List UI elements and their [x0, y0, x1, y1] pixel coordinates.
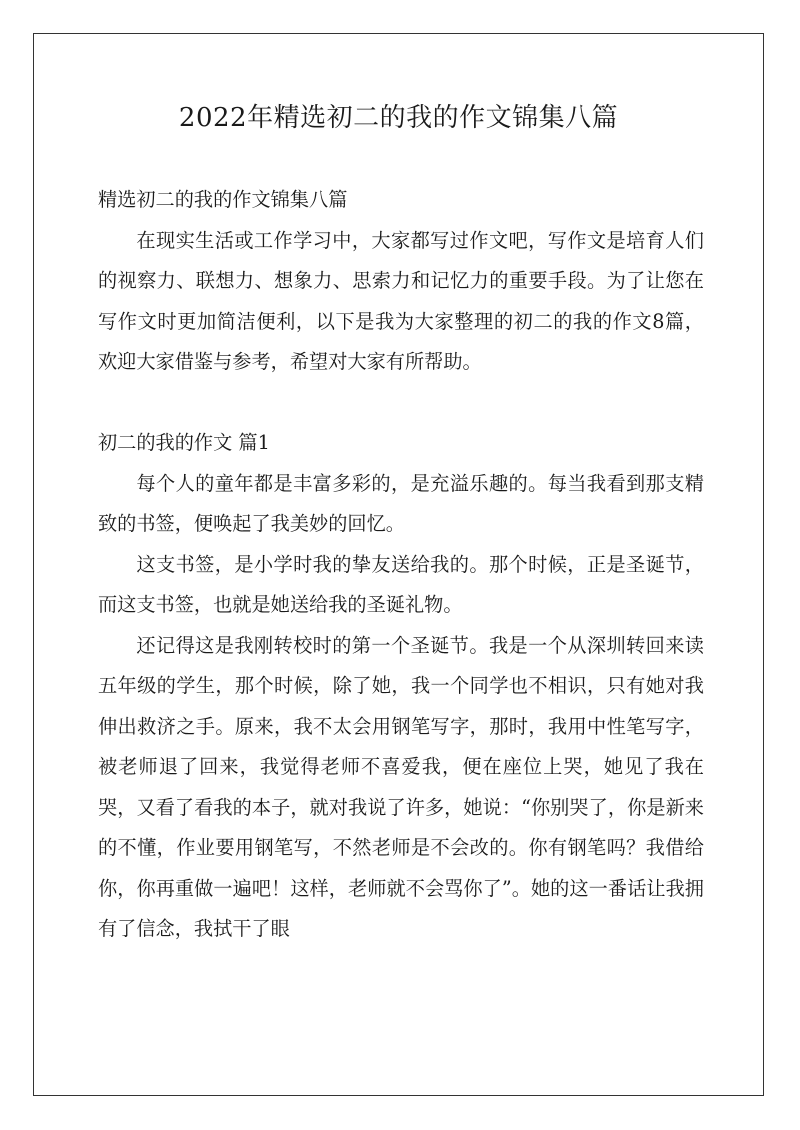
document-title: 2022年精选初二的我的作文锦集八篇 [178, 103, 619, 133]
body-paragraph: 还记得这是我刚转校时的第一个圣诞节。我是一个从深圳转回来读五年级的学生，那个时候，除了她，我一个同学也不相识，只有她对我伸出救济之手。原来，我不太会用钢笔写字，那时，我用中性笔写字，被老师退了回来，我觉得老师不喜爱我，便在座位上哭，她见了我在哭，又看了看我的本子，就对我说了许多，她说：“你别哭了，你是新来的不懂，作业要用钢笔写，不然老师是不会改的。你有钢笔吗？我借给你，你再重做一遍吧！这样，老师就不会骂你了”。她的这一番话让我拥有了信念，我拭干了眼 [98, 633, 704, 940]
body-paragraph: 每个人的童年都是丰富多彩的，是充溢乐趣的。每当我看到那支精致的书签，便唤起了我美妙的回忆。 [98, 471, 704, 535]
document-body [98, 180, 704, 950]
section-heading: 初二的我的作文 篇1 [98, 431, 270, 454]
paragraph-gap [98, 383, 704, 424]
intro-paragraph: 在现实生活或工作学习中，大家都写过作文吧，写作文是培育人们的视察力、联想力、想象力、思索力和记忆力的重要手段。为了让您在写作文时更加简洁便利，以下是我为大家整理的初二的我的作文8篇，欢迎大家借鉴与参考，希望对大家有所帮助。 [98, 228, 704, 373]
body-paragraph: 这支书签，是小学时我的挚友送给我的。那个时候，正是圣诞节，而这支书签，也就是她送给我的圣诞礼物。 [98, 552, 704, 616]
document-subtitle: 精选初二的我的作文锦集八篇 [98, 188, 348, 211]
